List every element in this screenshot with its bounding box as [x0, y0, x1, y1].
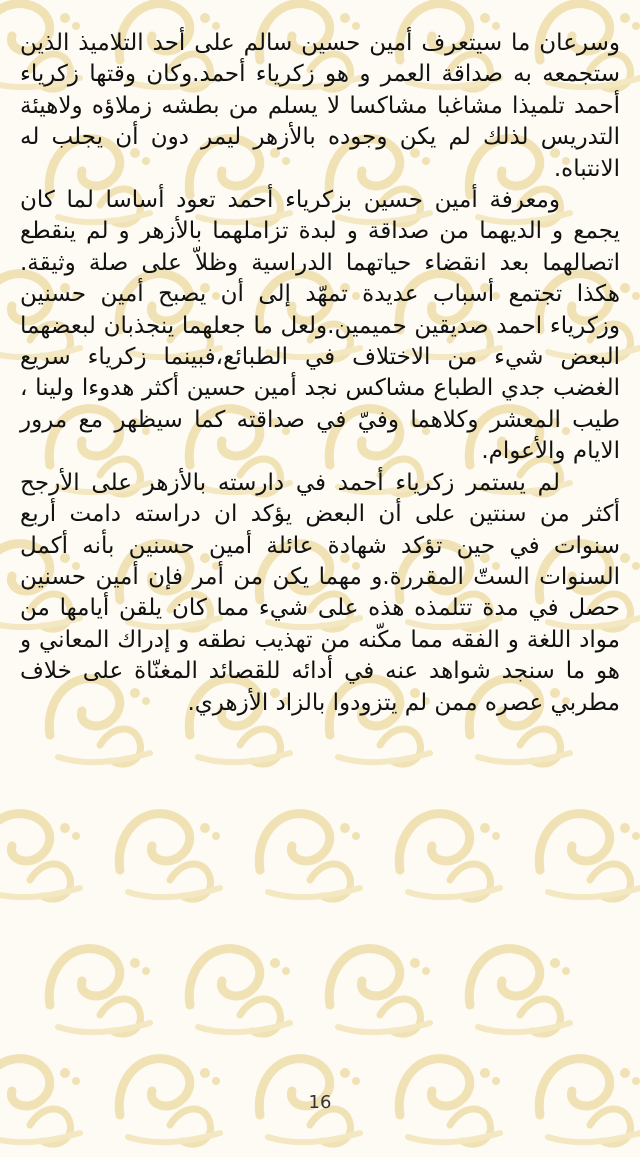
paragraph-3: لم يستمر زكرياء أحمد في دارسته بالأزهر على الأرجح أكثر من سنتين على أن البعض يؤكد ان دراسته دامت أربع سنوات في حين تؤكد شهادة عائلة أمين حسنين بأنه أكمل السنوات الستّ المقررة.و مهما يكن من أمر فإن أمين حسنين حصل في مدة تتلمذه هذه على شيء مما كان يلقن أيامها من مواد اللغة و الفقه مما مكّنه من تهذيب نطقه و إدراك المعاني و هو ما سنجد شواهد عنه في أدائه للقصائد المغنّاة على خلاف مطربي عصره ممن لم يتزودوا بالزاد الأزهري. — [20, 469, 620, 716]
body-text — [20, 28, 620, 719]
paragraph-1: وسرعان ما سيتعرف أمين حسين سالم على أحد التلاميذ الذين ستجمعه به صداقة العمر و هو زكرياء أحمد.وكان وقتها زكرياء أحمد تلميذا مشاغبا مشاكسا لا يسلم من بطشه زملاؤه ولاهيئة التدريس لذلك لم يكن وجوده بالأزهر ليمر دون أن يجلب له الانتباه. — [20, 30, 620, 182]
paragraph-2: ومعرفة أمين حسين بزكرياء أحمد تعود أساسا لما كان يجمع و الديهما من صداقة و لبدة تزاملهما بالأزهر و لم ينقطع اتصالهما بعد انقضاء حياتهما الدراسية وظلاّ على صلة وثيقة. هكذا تجتمع أسباب عديدة تمهّد إلى أن يصبح أمين حسنين وزكرياء احمد صديقين حميمين.ولعل ما جعلهما ينجذبان لبعضهما البعض شيء من الاختلاف في الطبائع،فبينما زكرياء سريع الغضب جدي الطباع مشاكس نجد أمين حسين أكثر هدوءا ولينا ، طيب المعشر وكلاهما وفيّ في صداقته كما سيظهر مع مرور الايام والأعوام. — [20, 187, 620, 465]
page-number: 16 — [308, 1092, 332, 1113]
